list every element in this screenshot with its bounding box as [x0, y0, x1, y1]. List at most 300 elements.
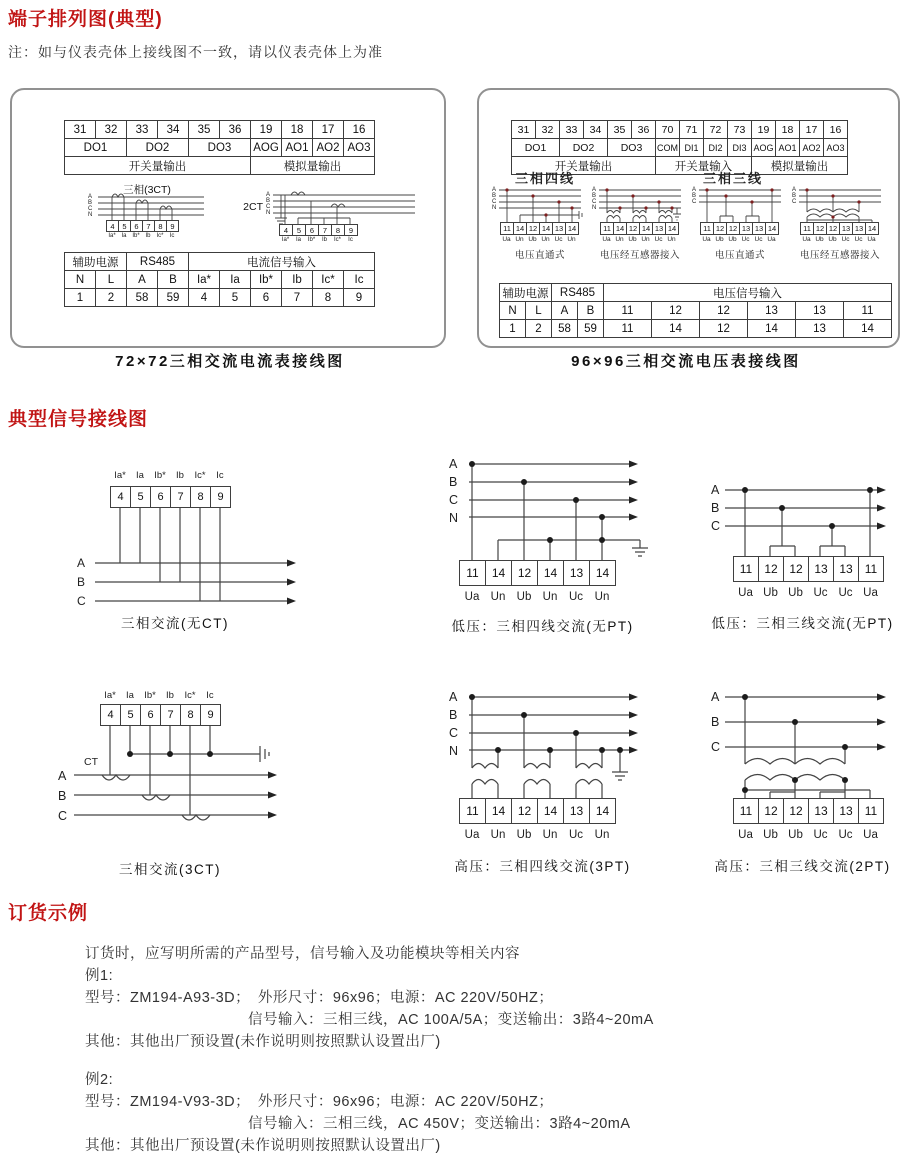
terminal-number-cell: 14: [652, 320, 700, 338]
terminal-number-cell: 14: [844, 320, 892, 338]
phase-label: B: [88, 200, 93, 206]
signal-name-cell: Ic*: [313, 271, 344, 289]
terminal-number-cell: 34: [158, 121, 189, 139]
example2-model-line: 型号：ZM194-V93-3D； 外形尺寸：96x96；电源：AC 220V/50HZ；: [85, 1094, 554, 1110]
phase-label: C: [592, 199, 597, 205]
terminal-cell: 14: [538, 560, 564, 586]
terminal-number-cell: 31: [65, 121, 96, 139]
terminal-number-cell: 70: [656, 121, 680, 139]
signal-name-cell: Ia*: [189, 271, 220, 289]
terminal-cell: 9: [201, 704, 221, 726]
phase-label: C: [266, 204, 271, 210]
terminal-cell: 11: [460, 560, 486, 586]
signal-name-cell: Ib*: [251, 271, 282, 289]
terminal-cell: 14: [540, 222, 553, 235]
phase-label: N: [88, 212, 93, 218]
aux-power-group-cell: 辅助电源: [500, 284, 552, 302]
di3-cell: DI3: [728, 139, 752, 157]
group-label-3phase-4wire: 三相四线: [515, 171, 576, 186]
terminal-strip: [733, 798, 884, 824]
mini-diagram-4wire-direct: [491, 186, 589, 262]
terminal-label: Un: [641, 236, 650, 243]
terminal-number-cell: 59: [158, 289, 189, 307]
terminal-label: Ua: [863, 829, 878, 841]
terminal-labels: [500, 236, 578, 243]
terminal-cell: 11: [701, 222, 714, 235]
terminal-cell: 9: [167, 220, 179, 232]
terminal-label: Ua: [802, 236, 811, 243]
terminal-label: Ua: [738, 829, 753, 841]
terminal-label: Ua: [738, 587, 753, 599]
terminal-label: Ub: [763, 587, 778, 599]
terminal-cell: 12: [512, 560, 538, 586]
terminal-cell: 12: [627, 222, 640, 235]
aog-cell: AOG: [752, 139, 776, 157]
ammeter-box-caption: 72×72三相交流电流表接线图: [115, 353, 345, 370]
signal-diagram-3phase-3ct: [40, 690, 330, 880]
terminal-cell: 9: [345, 224, 358, 236]
voltmeter-box-caption: 96×96三相交流电压表接线图: [571, 353, 801, 370]
diagram-caption: 低压：三相四线交流(无PT): [451, 619, 634, 634]
terminal-label: Ic: [206, 690, 214, 701]
terminal-cell: 11: [859, 556, 884, 582]
ao3-cell: AO3: [344, 139, 375, 157]
terminal-label: Ib: [145, 233, 151, 239]
terminal-label: Un: [515, 236, 524, 243]
terminal-cell: 12: [759, 798, 784, 824]
diagram-caption: 三相交流(无CT): [121, 616, 229, 631]
terminal-label: Ia: [295, 237, 301, 243]
terminal-cell: 4: [107, 220, 119, 232]
phase-label: N: [592, 205, 597, 211]
terminal-label: Ic*: [333, 237, 341, 243]
phase-label: B: [711, 715, 720, 729]
terminal-label: Ib: [176, 470, 184, 481]
terminal-number-cell: 35: [189, 121, 220, 139]
terminal-cell: 13: [834, 556, 859, 582]
terminal-label: Uc: [568, 591, 584, 603]
signal-name-cell: 13: [796, 302, 844, 320]
terminal-cell: 12: [727, 222, 740, 235]
terminal-number-cell: 6: [251, 289, 282, 307]
mini-diagram-3wire-pt: [791, 186, 889, 262]
terminal-cell: 12: [814, 222, 827, 235]
analog-output-group-cell: 模拟量输出: [752, 157, 848, 175]
terminal-number-cell: 35: [608, 121, 632, 139]
ammeter-input-terminal-table: [64, 252, 375, 307]
wiring-graphic: [705, 680, 900, 880]
switch-output-group-cell: 开关量输出: [65, 157, 251, 175]
switch-output-group-cell: 开关量输出: [512, 157, 656, 175]
terminal-cell: 6: [131, 220, 143, 232]
terminal-strip: [459, 798, 616, 824]
terminal-label: Ub: [815, 236, 824, 243]
terminal-cell: 14: [766, 222, 779, 235]
terminal-cell: 14: [590, 560, 616, 586]
signal-name-cell: Ib: [282, 271, 313, 289]
terminal-cell: 13: [553, 222, 566, 235]
terminal-label: Ic: [216, 470, 224, 481]
terminal-cell: 11: [460, 798, 486, 824]
phase-label: A: [711, 690, 720, 704]
terminal-number-cell: 1: [65, 289, 96, 307]
terminal-label: Ua: [867, 236, 876, 243]
terminal-cell: 5: [131, 486, 151, 508]
phase-label: C: [692, 199, 697, 205]
phase-label: C: [711, 519, 721, 533]
terminal-strip: [733, 556, 884, 582]
analog-output-group-cell: 模拟量输出: [251, 157, 375, 175]
phase-label: A: [449, 690, 458, 704]
terminal-number-cell: 59: [578, 320, 604, 338]
phase-label: B: [792, 193, 797, 199]
terminal-label: Uc: [813, 829, 828, 841]
terminal-number-cell: 2: [96, 289, 127, 307]
terminal-cell: 12: [784, 556, 809, 582]
signal-name-cell: Ic: [344, 271, 375, 289]
terminal-cell: 6: [306, 224, 319, 236]
terminal-number-cell: 16: [824, 121, 848, 139]
terminal-label: Ia*: [114, 470, 126, 481]
terminal-label: Ub: [763, 829, 778, 841]
phase-label: C: [711, 740, 721, 754]
mini-2ct-title: 2CT: [243, 201, 263, 213]
phase-label: B: [449, 475, 458, 489]
terminal-strip: [459, 560, 616, 586]
terminal-number-cell: 9: [344, 289, 375, 307]
terminal-label: Ub: [788, 587, 803, 599]
terminal-number-cell: 5: [220, 289, 251, 307]
ao1-cell: AO1: [282, 139, 313, 157]
do2-cell: DO2: [127, 139, 189, 157]
terminal-label: Ib*: [132, 233, 140, 239]
terminal-number-cell: 32: [96, 121, 127, 139]
terminal-cell: 4: [111, 486, 131, 508]
phase-label: B: [492, 193, 497, 199]
terminal-number-cell: 7: [282, 289, 313, 307]
mini-2ct-wiring-graphic: [237, 188, 422, 228]
terminal-cell: 11: [801, 222, 814, 235]
terminal-label: Ia*: [108, 233, 116, 239]
signal-name-cell: A: [127, 271, 158, 289]
terminal-cell: 13: [809, 556, 834, 582]
terminal-label: Uc: [813, 587, 828, 599]
diagram-caption: 高压：三相四线交流(3PT): [454, 859, 631, 874]
terminal-cell: 8: [332, 224, 345, 236]
terminal-number-cell: 31: [512, 121, 536, 139]
terminal-label: Uc: [838, 587, 853, 599]
ammeter-wiring-box: [10, 88, 446, 348]
terminal-cell: 6: [151, 486, 171, 508]
mini-3ct-wiring-graphic: [82, 182, 212, 222]
terminal-label: Ic: [169, 233, 175, 239]
phase-label: N: [492, 205, 497, 211]
diagram-caption: 低压：三相三线交流(无PT): [711, 616, 894, 631]
aog-cell: AOG: [251, 139, 282, 157]
phase-label: A: [77, 556, 86, 570]
terminal-cell: 12: [759, 556, 784, 582]
terminal-label: Un: [615, 236, 624, 243]
ao2-cell: AO2: [313, 139, 344, 157]
terminal-number-cell: 14: [748, 320, 796, 338]
mini-2ct-terminal-strip: [279, 224, 358, 236]
terminal-strip: [100, 704, 221, 726]
phase-label: B: [449, 708, 458, 722]
terminal-cell: 14: [666, 222, 679, 235]
terminal-number-cell: 19: [251, 121, 282, 139]
mini-3ct-title: 三相(3CT): [123, 184, 171, 196]
terminal-cell: 5: [293, 224, 306, 236]
voltmeter-input-terminal-table: [499, 283, 892, 338]
do3-cell: DO3: [608, 139, 656, 157]
signal-name-cell: 11: [844, 302, 892, 320]
terminal-cell: 13: [740, 222, 753, 235]
wiring-graphic: [435, 455, 685, 640]
terminal-label: Un: [594, 591, 610, 603]
terminal-number-cell: 58: [127, 289, 158, 307]
com-cell: COM: [656, 139, 680, 157]
phase-labels: [58, 766, 67, 826]
phase-label: A: [711, 483, 720, 497]
terminal-label: Un: [490, 591, 506, 603]
phase-labels: [77, 554, 86, 611]
terminal-strip: [500, 222, 579, 235]
wiring-graphic: [491, 186, 589, 222]
phase-label: A: [266, 192, 271, 198]
terminal-label: Un: [542, 829, 558, 841]
phase-label: N: [266, 210, 271, 216]
example2-other-line: 其他：其他出厂预设置(未作说明则按照默认设置出厂): [85, 1138, 441, 1154]
terminal-label: Ia: [136, 470, 144, 481]
terminal-number-cell: 33: [127, 121, 158, 139]
terminal-number-cell: 16: [344, 121, 375, 139]
terminal-label: Uc: [841, 236, 850, 243]
mini-caption: 电压直通式: [514, 250, 565, 261]
current-signal-group-cell: 电流信号输入: [189, 253, 375, 271]
signal-diagram-hv-3wire: [705, 680, 900, 880]
note-text: 注：如与仪表壳体上接线图不一致，请以仪表壳体上为准: [8, 44, 383, 60]
terminal-label: Ub: [788, 829, 803, 841]
rs485-group-cell: RS485: [127, 253, 189, 271]
phase-label: N: [449, 744, 459, 758]
terminal-cell: 9: [211, 486, 231, 508]
mini-diagram-2ct: [237, 188, 422, 250]
terminal-labels: [800, 236, 878, 243]
mini-diagram-3ct: [82, 182, 212, 248]
phase-label: B: [58, 789, 67, 803]
terminal-label: Ic*: [194, 470, 206, 481]
terminal-cell: 14: [640, 222, 653, 235]
terminal-cell: 14: [538, 798, 564, 824]
mini-caption: 电压经互感器接入: [799, 250, 880, 261]
phase-label: B: [692, 193, 697, 199]
terminal-label: Uc: [654, 236, 663, 243]
terminal-number-cell: 2: [526, 320, 552, 338]
terminal-number-cell: 11: [604, 320, 652, 338]
terminal-label: Ia*: [281, 237, 290, 243]
terminal-label: Ua: [767, 236, 776, 243]
terminal-bottom-labels: [733, 829, 883, 841]
phase-label: C: [492, 199, 497, 205]
terminal-label: Un: [490, 829, 506, 841]
terminal-cell: 14: [486, 560, 512, 586]
phase-label: B: [711, 501, 720, 515]
mini-3ct-terminal-labels: [106, 233, 178, 239]
phase-label: A: [492, 187, 497, 193]
do2-cell: DO2: [560, 139, 608, 157]
terminal-label: Un: [541, 236, 550, 243]
group-label-3phase-3wire: 三相三线: [703, 171, 764, 186]
signal-name-cell: 12: [652, 302, 700, 320]
terminal-label: Un: [567, 236, 576, 243]
terminal-strip: [700, 222, 779, 235]
mini-caption: 电压直通式: [714, 250, 765, 261]
signal-name-cell: Ia: [220, 271, 251, 289]
phase-labels: [449, 455, 458, 527]
example2-signal-line: 信号输入：三相三线，AC 450V；变送输出：3路4~20mA: [248, 1116, 631, 1132]
terminal-cell: 13: [653, 222, 666, 235]
voltage-signal-group-cell: 电压信号输入: [604, 284, 892, 302]
terminal-top-labels: [110, 470, 230, 481]
terminal-number-cell: 17: [800, 121, 824, 139]
diagram-caption: 高压：三相三线交流(2PT): [714, 859, 891, 874]
terminal-label: Uc: [838, 829, 853, 841]
signal-name-cell: 11: [604, 302, 652, 320]
ao3-cell: AO3: [824, 139, 848, 157]
wiring-graphic: [591, 186, 689, 222]
terminal-cell: 7: [143, 220, 155, 232]
signal-name-cell: N: [500, 302, 526, 320]
example1-model-line: 型号：ZM194-A93-3D； 外形尺寸：96x96；电源：AC 220V/50HZ；: [85, 990, 554, 1006]
phase-label: C: [77, 594, 86, 608]
terminal-labels: [600, 236, 678, 243]
terminal-bottom-labels: [459, 591, 615, 603]
phase-labels: [449, 688, 458, 760]
do1-cell: DO1: [512, 139, 560, 157]
terminal-cell: 13: [809, 798, 834, 824]
phase-label: A: [58, 769, 67, 783]
terminal-cell: 12: [714, 222, 727, 235]
terminal-cell: 8: [191, 486, 211, 508]
terminal-number-cell: 32: [536, 121, 560, 139]
do1-cell: DO1: [65, 139, 127, 157]
terminal-number-cell: 17: [313, 121, 344, 139]
terminal-bottom-labels: [733, 587, 883, 599]
section-heading-signal-wiring: 典型信号接线图: [8, 409, 149, 430]
terminal-strip: [110, 486, 231, 508]
terminal-cell: 4: [101, 704, 121, 726]
phase-label: A: [449, 457, 458, 471]
terminal-label: Ub: [528, 236, 537, 243]
phase-label: A: [692, 187, 697, 193]
terminal-cell: 12: [527, 222, 540, 235]
example1-signal-line: 信号输入：三相三线，AC 100A/5A；变送输出：3路4~20mA: [248, 1012, 654, 1028]
terminal-cell: 12: [827, 222, 840, 235]
terminal-cell: 12: [784, 798, 809, 824]
example1-label: 例1:: [85, 968, 114, 984]
terminal-number-cell: 36: [632, 121, 656, 139]
terminal-top-labels: [100, 690, 220, 701]
terminal-cell: 13: [853, 222, 866, 235]
terminal-cell: 11: [601, 222, 614, 235]
terminal-strip: [800, 222, 879, 235]
phase-label: B: [266, 198, 271, 204]
signal-diagram-lv-4wire: [435, 455, 685, 640]
terminal-cell: 7: [161, 704, 181, 726]
phase-label: A: [88, 194, 93, 200]
phase-labels: [711, 481, 720, 535]
phase-label: A: [592, 187, 597, 193]
signal-name-cell: 12: [700, 302, 748, 320]
terminal-label: Un: [667, 236, 676, 243]
terminal-number-cell: 8: [313, 289, 344, 307]
terminal-label: Ib*: [307, 237, 316, 243]
terminal-number-cell: 4: [189, 289, 220, 307]
mini-2ct-terminal-labels: [279, 237, 357, 243]
terminal-number-cell: 58: [552, 320, 578, 338]
terminal-cell: 11: [734, 556, 759, 582]
terminal-label: Ia*: [104, 690, 116, 701]
terminal-label: Uc: [854, 236, 863, 243]
mini-caption: 电压经互感器接入: [599, 250, 680, 261]
terminal-cell: 11: [734, 798, 759, 824]
terminal-number-cell: 13: [796, 320, 844, 338]
terminal-cell: 13: [753, 222, 766, 235]
phase-label: N: [449, 511, 459, 525]
ct-label: CT: [84, 756, 98, 768]
terminal-cell: 11: [501, 222, 514, 235]
terminal-number-cell: 73: [728, 121, 752, 139]
signal-name-cell: N: [65, 271, 96, 289]
terminal-label: Ib*: [154, 470, 166, 481]
terminal-label: Ua: [863, 587, 878, 599]
terminal-label: Ub: [516, 829, 532, 841]
terminal-label: Ic: [348, 237, 353, 243]
terminal-label: Ub: [516, 591, 532, 603]
terminal-number-cell: 34: [584, 121, 608, 139]
terminal-cell: 5: [119, 220, 131, 232]
terminal-label: Ib: [321, 237, 327, 243]
terminal-label: Un: [542, 591, 558, 603]
signal-name-cell: L: [96, 271, 127, 289]
phase-label: C: [792, 199, 797, 205]
terminal-cell: 7: [171, 486, 191, 508]
example1-other-line: 其他：其他出厂预设置(未作说明则按照默认设置出厂): [85, 1034, 441, 1050]
terminal-label: Ic*: [184, 690, 196, 701]
wiring-graphic: [691, 186, 789, 222]
terminal-label: Uc: [741, 236, 750, 243]
signal-name-cell: A: [552, 302, 578, 320]
ao1-cell: AO1: [776, 139, 800, 157]
terminal-number-cell: 1: [500, 320, 526, 338]
terminal-label: Ub: [628, 236, 637, 243]
terminal-cell: 8: [181, 704, 201, 726]
terminal-label: Un: [594, 829, 610, 841]
voltmeter-io-terminal-table: [511, 120, 848, 175]
terminal-cell: 5: [121, 704, 141, 726]
terminal-label: Ib*: [144, 690, 156, 701]
terminal-label: Ub: [715, 236, 724, 243]
rs485-group-cell: RS485: [552, 284, 604, 302]
signal-name-cell: L: [526, 302, 552, 320]
signal-diagram-hv-4wire: [435, 680, 685, 880]
section-heading-ordering: 订货示例: [8, 903, 89, 924]
terminal-number-cell: 19: [752, 121, 776, 139]
terminal-cell: 14: [614, 222, 627, 235]
wiring-graphic: [435, 680, 685, 880]
terminal-cell: 6: [141, 704, 161, 726]
example2-label: 例2:: [85, 1072, 114, 1088]
